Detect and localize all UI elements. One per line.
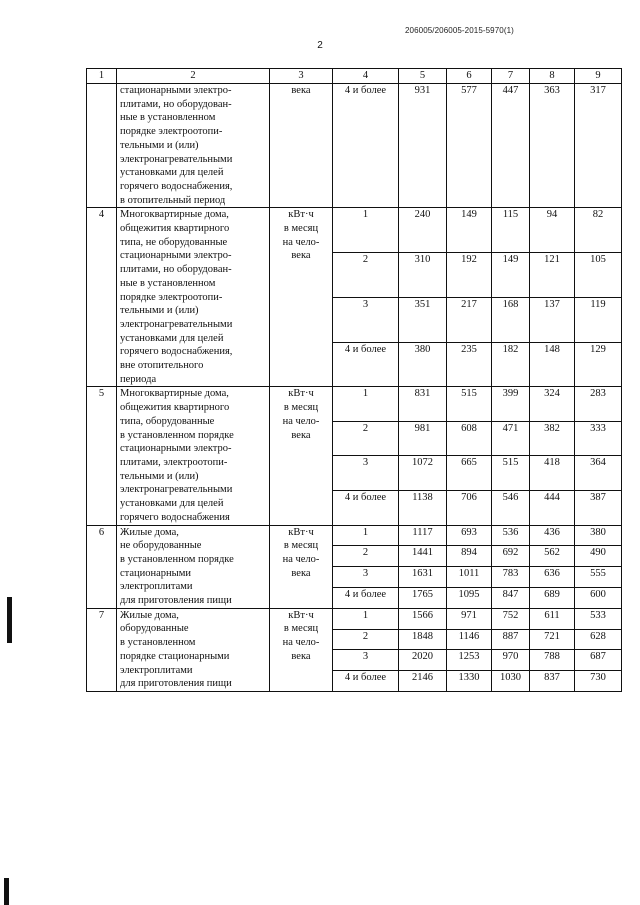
norm-value: 837 <box>530 671 575 692</box>
norm-value: 324 <box>530 387 575 422</box>
norm-value: 333 <box>575 421 622 456</box>
norm-value: 82 <box>575 208 622 253</box>
norm-value: 380 <box>399 342 447 387</box>
norm-value: 137 <box>530 297 575 342</box>
norm-value: 515 <box>447 387 492 422</box>
norm-value: 490 <box>575 546 622 567</box>
norm-value: 931 <box>399 84 447 208</box>
norm-value: 283 <box>575 387 622 422</box>
norm-value: 192 <box>447 253 492 298</box>
norm-value: 418 <box>530 456 575 491</box>
norm-value: 970 <box>492 650 530 671</box>
row-number: 6 <box>87 525 117 608</box>
column-number: 4 <box>333 69 399 84</box>
norm-value: 533 <box>575 608 622 629</box>
persons-count: 4 и более <box>333 84 399 208</box>
norm-value: 546 <box>492 490 530 525</box>
housing-type-description: стационарными электро- плитами, но оборудован- ные в установленном порядке электроотопи- тельными и (или) электронагревательными установками для целей горячего водоснабжения, в отопительный период <box>117 84 270 208</box>
norm-value: 706 <box>447 490 492 525</box>
persons-count: 2 <box>333 421 399 456</box>
row-number <box>87 84 117 208</box>
norm-value: 121 <box>530 253 575 298</box>
unit-of-measure: кВт·ч в месяц на чело- века <box>270 525 333 608</box>
norm-value: 240 <box>399 208 447 253</box>
scan-margin-mark <box>7 597 12 643</box>
housing-type-description: Многоквартирные дома, общежития квартирного типа, не оборудованные стационарными электро- плитами, но оборудован- ные в установленном порядке электроотопи- тельными и (или) электронагревательными установками для целей горячего водоснабжения, вне отопительного периода <box>117 208 270 387</box>
norm-value: 608 <box>447 421 492 456</box>
column-number: 1 <box>87 69 117 84</box>
norm-value: 562 <box>530 546 575 567</box>
persons-count: 2 <box>333 253 399 298</box>
persons-count: 4 и более <box>333 671 399 692</box>
norm-value: 692 <box>492 546 530 567</box>
persons-count: 1 <box>333 608 399 629</box>
norm-value: 217 <box>447 297 492 342</box>
norm-value: 382 <box>530 421 575 456</box>
persons-count: 3 <box>333 567 399 588</box>
persons-count: 3 <box>333 456 399 491</box>
persons-count: 4 и более <box>333 587 399 608</box>
norm-value: 628 <box>575 629 622 650</box>
norm-value: 847 <box>492 587 530 608</box>
norm-value: 894 <box>447 546 492 567</box>
norm-value: 436 <box>530 525 575 546</box>
norm-value: 1765 <box>399 587 447 608</box>
norm-value: 235 <box>447 342 492 387</box>
norm-value: 1848 <box>399 629 447 650</box>
column-number: 2 <box>117 69 270 84</box>
housing-type-description: Жилые дома, оборудованные в установленном порядке стационарными электроплитами для приготовления пищи <box>117 608 270 691</box>
norm-value: 1138 <box>399 490 447 525</box>
norm-value: 577 <box>447 84 492 208</box>
norm-value: 687 <box>575 650 622 671</box>
norm-value: 636 <box>530 567 575 588</box>
document-id: 206005/206005-2015-5970(1) <box>405 26 514 35</box>
column-number: 7 <box>492 69 530 84</box>
persons-count: 2 <box>333 629 399 650</box>
persons-count: 4 и более <box>333 342 399 387</box>
norm-value: 1030 <box>492 671 530 692</box>
norm-value: 981 <box>399 421 447 456</box>
persons-count: 1 <box>333 387 399 422</box>
persons-count: 1 <box>333 208 399 253</box>
norm-value: 1253 <box>447 650 492 671</box>
column-number-row <box>87 69 622 84</box>
table-row <box>87 84 622 208</box>
table-row <box>87 387 622 422</box>
column-number: 5 <box>399 69 447 84</box>
page-number: 2 <box>317 40 323 51</box>
norm-value: 471 <box>492 421 530 456</box>
norm-value: 536 <box>492 525 530 546</box>
scan-margin-mark <box>4 878 9 905</box>
norm-value: 444 <box>530 490 575 525</box>
norm-value: 364 <box>575 456 622 491</box>
norm-value: 1330 <box>447 671 492 692</box>
norm-value: 351 <box>399 297 447 342</box>
norm-value: 105 <box>575 253 622 298</box>
norm-value: 2146 <box>399 671 447 692</box>
norm-value: 788 <box>530 650 575 671</box>
norm-value: 380 <box>575 525 622 546</box>
unit-of-measure: века <box>270 84 333 208</box>
row-number: 5 <box>87 387 117 525</box>
persons-count: 3 <box>333 297 399 342</box>
norm-value: 1441 <box>399 546 447 567</box>
norm-value: 1011 <box>447 567 492 588</box>
norm-value: 149 <box>492 253 530 298</box>
unit-of-measure: кВт·ч в месяц на чело- века <box>270 387 333 525</box>
norm-value: 1072 <box>399 456 447 491</box>
table-row <box>87 208 622 253</box>
norm-value: 752 <box>492 608 530 629</box>
row-number: 7 <box>87 608 117 691</box>
norm-value: 689 <box>530 587 575 608</box>
norm-value: 1117 <box>399 525 447 546</box>
norm-value: 94 <box>530 208 575 253</box>
norm-value: 887 <box>492 629 530 650</box>
norm-value: 2020 <box>399 650 447 671</box>
norm-value: 665 <box>447 456 492 491</box>
consumption-norms-table <box>86 68 622 692</box>
norm-value: 447 <box>492 84 530 208</box>
persons-count: 2 <box>333 546 399 567</box>
column-number: 9 <box>575 69 622 84</box>
column-number: 6 <box>447 69 492 84</box>
norm-value: 182 <box>492 342 530 387</box>
norm-value: 555 <box>575 567 622 588</box>
norm-value: 119 <box>575 297 622 342</box>
table-row <box>87 608 622 629</box>
norm-value: 831 <box>399 387 447 422</box>
table-row <box>87 525 622 546</box>
unit-of-measure: кВт·ч в месяц на чело- века <box>270 208 333 387</box>
column-number: 8 <box>530 69 575 84</box>
norm-value: 693 <box>447 525 492 546</box>
norm-value: 317 <box>575 84 622 208</box>
norm-value: 515 <box>492 456 530 491</box>
norm-value: 971 <box>447 608 492 629</box>
housing-type-description: Жилые дома, не оборудованные в установленном порядке стационарными электроплитами для приготовления пищи <box>117 525 270 608</box>
norm-value: 783 <box>492 567 530 588</box>
norm-value: 115 <box>492 208 530 253</box>
norm-value: 310 <box>399 253 447 298</box>
norm-value: 363 <box>530 84 575 208</box>
norm-value: 600 <box>575 587 622 608</box>
norm-value: 1566 <box>399 608 447 629</box>
norm-value: 148 <box>530 342 575 387</box>
norm-value: 1095 <box>447 587 492 608</box>
norm-value: 129 <box>575 342 622 387</box>
norm-value: 730 <box>575 671 622 692</box>
norm-value: 168 <box>492 297 530 342</box>
persons-count: 4 и более <box>333 490 399 525</box>
persons-count: 3 <box>333 650 399 671</box>
norm-value: 721 <box>530 629 575 650</box>
norm-value: 399 <box>492 387 530 422</box>
norm-value: 611 <box>530 608 575 629</box>
norm-value: 387 <box>575 490 622 525</box>
persons-count: 1 <box>333 525 399 546</box>
unit-of-measure: кВт·ч в месяц на чело- века <box>270 608 333 691</box>
housing-type-description: Многоквартирные дома, общежития квартирного типа, оборудованные в установленном порядке стационарными электро- плитами, электроотопи- тельными и (или) электронагревательными установками для целей горячего водоснабжения <box>117 387 270 525</box>
row-number: 4 <box>87 208 117 387</box>
norm-value: 149 <box>447 208 492 253</box>
norm-value: 1631 <box>399 567 447 588</box>
norm-value: 1146 <box>447 629 492 650</box>
column-number: 3 <box>270 69 333 84</box>
